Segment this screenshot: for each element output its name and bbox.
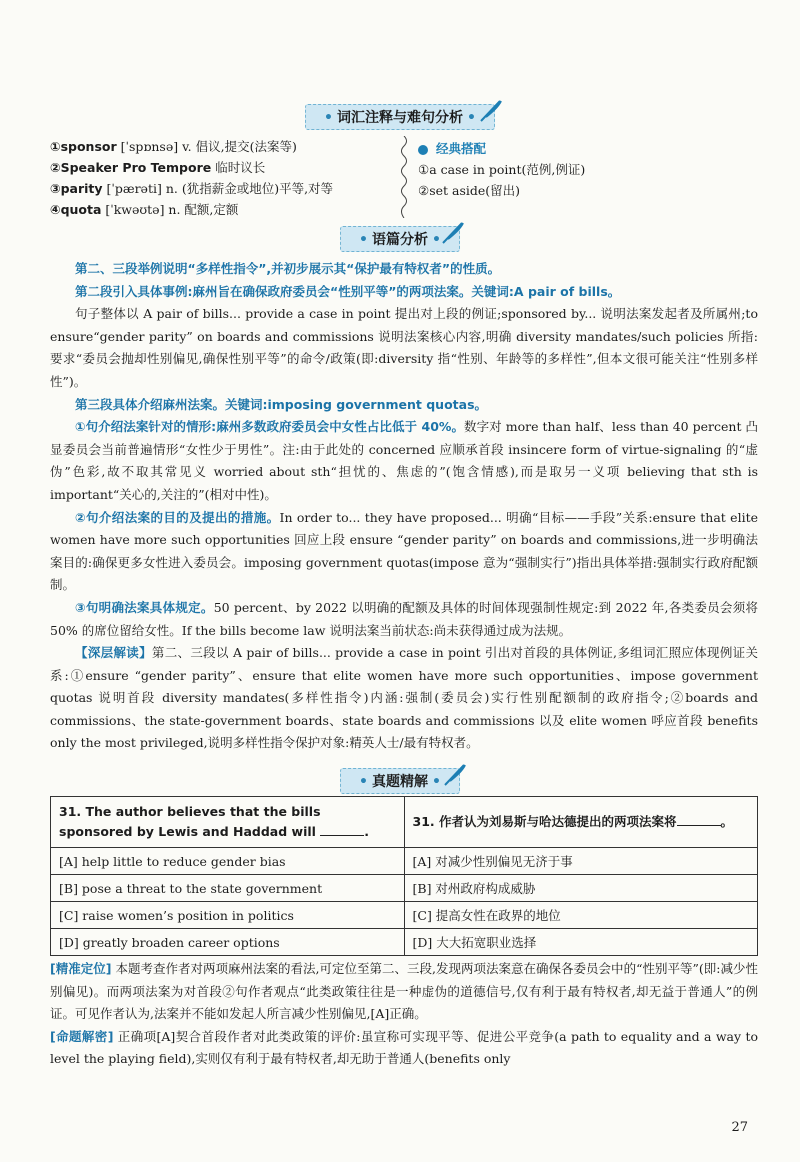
analysis-heading: 第二段引入具体事例:麻州旨在确保政府委员会“性别平等”的两项法案。关键词:A pair of bills。 [75, 283, 621, 299]
question-stem-zh: 31. 作者认为刘易斯与哈达德提出的两项法案将 。 [404, 797, 758, 848]
vocab-item: ③parity [ˈpærəti] n. (犹指薪金或地位)平等,对等 [50, 181, 334, 196]
divider-squiggle [398, 136, 410, 218]
collocation-box [418, 138, 585, 201]
section-title-question: • 真题精解 • [340, 768, 460, 794]
section-title-analysis: • 语篇分析 • [340, 226, 460, 252]
vocab-list [50, 136, 410, 220]
option-zh: [D] 大大拓宽职业选择 [404, 929, 758, 956]
option-en: [B] pose a threat to the state government [51, 875, 405, 902]
question-stem-en: 31. The author believes that the bills sponsored by Lewis and Haddad will . [51, 797, 405, 848]
collocation-heading: 经典搭配 [436, 141, 487, 156]
section-title-vocab-text: 词汇注释与难句分析 [337, 110, 463, 126]
explanation-text: [精准定位] 本题考查作者对两项麻州法案的看法,可定位至第二、三段,发现两项法案意在确保各委员会中的“性别平等”(即:减少性别偏见)。而两项法案为对首段②句作者观点“此类政策往往是一种虚伪的道德信号,仅有利于最有特权者,却无益于普通人”的例证。可见作者认为,法案并不能如发起人所言减少性别偏见,[A]正确。 [命题解密] 正确项[A]契合首段作者对此类政策的评价:虽宣称可实现平等、促进公平竞争(a path to equality and a way to level the playing field),实则仅有利于最有特权者,却无助于普通人(benefits only [50, 961, 758, 1067]
quill-icon [478, 98, 504, 124]
page-number: 27 [731, 1120, 748, 1135]
quill-icon [440, 220, 466, 246]
quill-icon [442, 762, 468, 788]
vocab-item: ①sponsor [ˈspɒnsə] v. 倡议,提交(法案等) [50, 139, 297, 154]
analysis-heading: 第二、三段举例说明“多样性指令”,并初步展示其“保护最有特权者”的性质。 [75, 261, 501, 276]
vocab-item: ②Speaker Pro Tempore 临时议长 [50, 160, 266, 175]
analysis-paragraph: 句子整体以 A pair of bills... provide a case in point 提出对上段的例证;sponsored by... 说明法案发起者及所属州;to ensure“gender parity” on boards and commissions 说明法案核心内容,明确 diversity mandates/such policies 所指:要求“委员会抛却性别偏见,确保性别平等”的命令/政策(即:diversity 指“性别、年龄等的多样性”,但本文很可能关注“性别多样性”)。 [50, 306, 758, 389]
section-title-vocab: • 词汇注释与难句分析 • [305, 104, 495, 130]
option-en: [C] raise women’s position in politics [51, 902, 405, 929]
option-zh: [C] 提高女性在政界的地位 [404, 902, 758, 929]
bullet-icon [418, 145, 428, 155]
vocab-item: ④quota [ˈkwəʊtə] n. 配额,定额 [50, 202, 239, 217]
collocation-item: ②set aside(留出) [418, 183, 521, 198]
option-en: [A] help little to reduce gender bias [51, 848, 405, 875]
analysis-heading: 第三段具体介绍麻州法案。关键词:imposing government quotas。 [75, 396, 488, 412]
option-en: [D] greatly broaden career options [51, 929, 405, 956]
collocation-item: ①a case in point(范例,例证) [418, 162, 586, 177]
analysis-text: 第二、三段举例说明“多样性指令”,并初步展示其“保护最有特权者”的性质。 第二段引入具体事例:麻州旨在确保政府委员会“性别平等”的两项法案。关键词:A pair of bills。 句子整体以 A pair of bills... provide a case in point 提出对上段的例证;sponsored by... 说明法案发起者及所属州;to ensure“gender parity” on boards and commissions 说明法案核心内容,明确 diversity mandates/such policies 所指:要求“委员会抛却性别偏见,确保性别平等”的命令/政策(即:diversity 指“性别、年龄等的多样性”,但本文很可能关注“性别多样性”)。 第三段具体介绍麻州法案。关键词:imposing government quotas。 ①句介绍法案针对的情形:麻州多数政府委员会中女性占比低于 40%。数字对 more than half、less than 40 percent 凸显委员会当前普遍情形“女性少于男性”。注:由于此处的 concerned 应顺承首段 insincere form of virtue-signaling 的“虚伪”色彩,故不取其常见义 worried about sth“担忧的、焦虑的”(饱含情感),而是取另一义项 believing that sth is important“关心的,关注的”(相对中性)。 ②句介绍法案的目的及提出的措施。In order to... they have proposed... 明确“目标——手段”关系:ensure that elite women have more such opportunities 回应上段 ensure “gender parity” on boards and commissions,进一步明确法案目的:确保更多女性进入委员会。imposing government quotas(impose 意为“强制实行”)指出具体举措:强制实行政府配额制。 ③句明确法案具体规定。50 percent、by 2022 以明确的配额及具体的时间体现强制性规定:到 2022 年,各类委员会须将 50% 的席位留给女性。If the bills become law 说明法案当前状态:尚未获得通过成为法规。 【深层解读】第二、三段以 A pair of bills... provide a case in point 引出对首段的具体例证,多组词汇照应体现例证关系:①ensure “gender parity”、ensure that elite women have more such opportunities、impose government quotas 说明首段 diversity mandates(多样性指令)内涵:强制(委员会)实行性别配额制的政府指令;②boards and commissions、the state-government boards、state boards and commissions 以及 elite women 呼应首段 benefits only the most privileged,说明多样性指令保护对象:精英人士/最有特权者。 [50, 258, 758, 755]
question-table [50, 796, 758, 956]
option-zh: [B] 对州政府构成威胁 [404, 875, 758, 902]
option-zh: [A] 对减少性别偏见无济于事 [404, 848, 758, 875]
